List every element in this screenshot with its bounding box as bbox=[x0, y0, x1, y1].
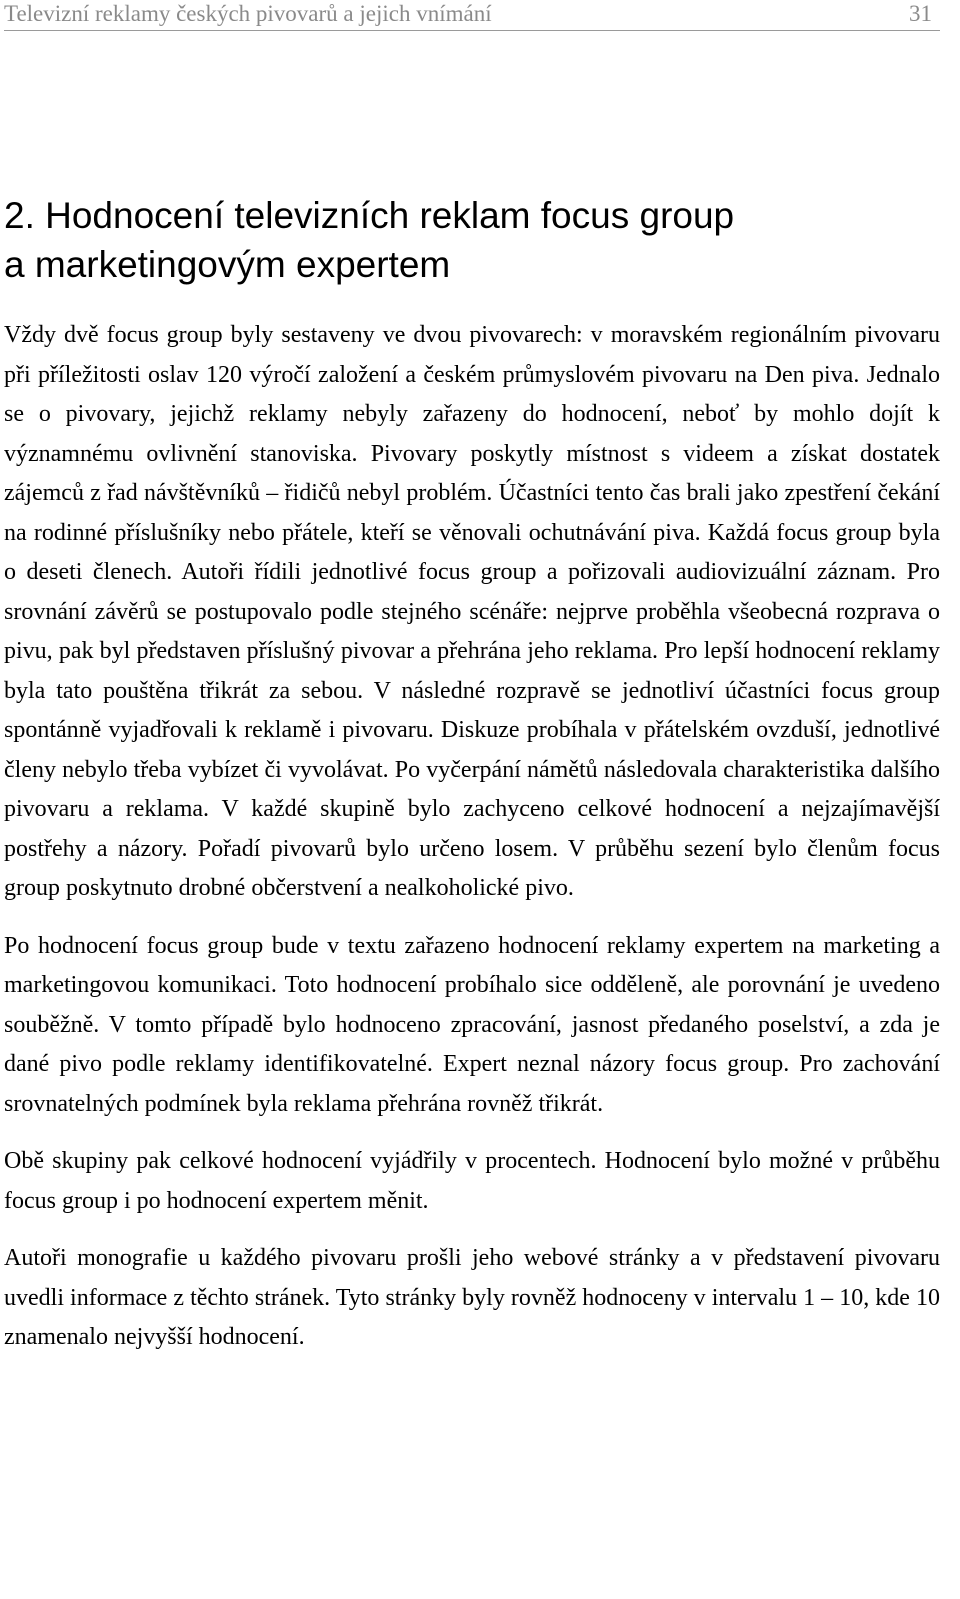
running-title: Televizní reklamy českých pivovarů a jejich vnímání bbox=[4, 1, 492, 26]
paragraph-2: Po hodnocení focus group bude v textu zařazeno hodnocení reklamy expertem na marketing a marketingovou komunikaci. Toto hodnocení probíhalo sice odděleně, ale porovnání je uvedeno souběžně. V tomto případě bylo hodnoceno zpracování, jasnost předaného poselství, a zda je dané pivo podle reklamy identifikovatelné. Expert neznal názory focus group. Pro zachování srovnatelných podmínek byla reklama přehrána rovněž třikrát. bbox=[4, 932, 940, 1117]
chapter-title-line-1: 2. Hodnocení televizních reklam focus group bbox=[4, 195, 735, 236]
document-page bbox=[4, 0, 940, 1358]
paragraph-1: Vždy dvě focus group byly sestaveny ve dvou pivovarech: v moravském regionálním pivovaru při příležitosti oslav 120 výročí založení a českém průmyslovém pivovaru na Den piva. Jednalo se o pivovary, jejichž reklamy nebyly zařazeny do hodnocení, neboť by mohlo dojít k významnému ovlivnění stanoviska. Pivovary poskytly místnost s videem a získat dostatek zájemců z řad návštěvníků – řidičů nebyl problém. Účastníci tento čas brali jako zpestření čekání na rodinné příslušníky nebo přátele, kteří se věnovali ochutnávání piva. Každá focus group byla o deseti členech. Autoři řídili jednotlivé focus group a pořizovali audiovizuální záznam. Pro srovnání závěrů se postupovalo podle stejného scénáře: nejprve proběhla všeobecná rozprava o pivu, pak byl představen příslušný pivovar a přehrána jeho reklama. Pro lepší hodnocení reklamy byla tato pouštěna třikrát za sebou. V následné rozpravě se jednotliví účastníci focus group spontánně vyjadřovali k reklamě i pivovaru. Diskuze probíhala v přátelském ovzduší, jednotlivé členy nebylo třeba vybízet či vyvolávat. Po vyčerpání námětů následovala charakteristika dalšího pivovaru a reklama. V každé skupině bylo zachyceno celkové hodnocení a nejzajímavější postřehy a názory. Pořadí pivovarů bylo určeno losem. V průběhu sezení bylo členům focus group poskytnuto drobné občerstvení a nealkoholické pivo. bbox=[4, 322, 940, 901]
paragraph-4: Autoři monografie u každého pivovaru prošli jeho webové stránky a v představení pivovaru uvedli informace z těchto stránek. Tyto stránky byly rovněž hodnoceny v intervalu 1 – 10, kde 10 znamenalo nejvyšší hodnocení. bbox=[4, 1245, 940, 1350]
page-number: 31 bbox=[909, 1, 932, 26]
running-header bbox=[4, 0, 940, 31]
chapter-title-line-2: a marketingovým expertem bbox=[4, 244, 451, 285]
chapter-title bbox=[4, 191, 940, 289]
paragraph-3: Obě skupiny pak celkové hodnocení vyjádřily v procentech. Hodnocení bylo možné v průběhu focus group i po hodnocení expertem měnit. bbox=[4, 1148, 940, 1214]
